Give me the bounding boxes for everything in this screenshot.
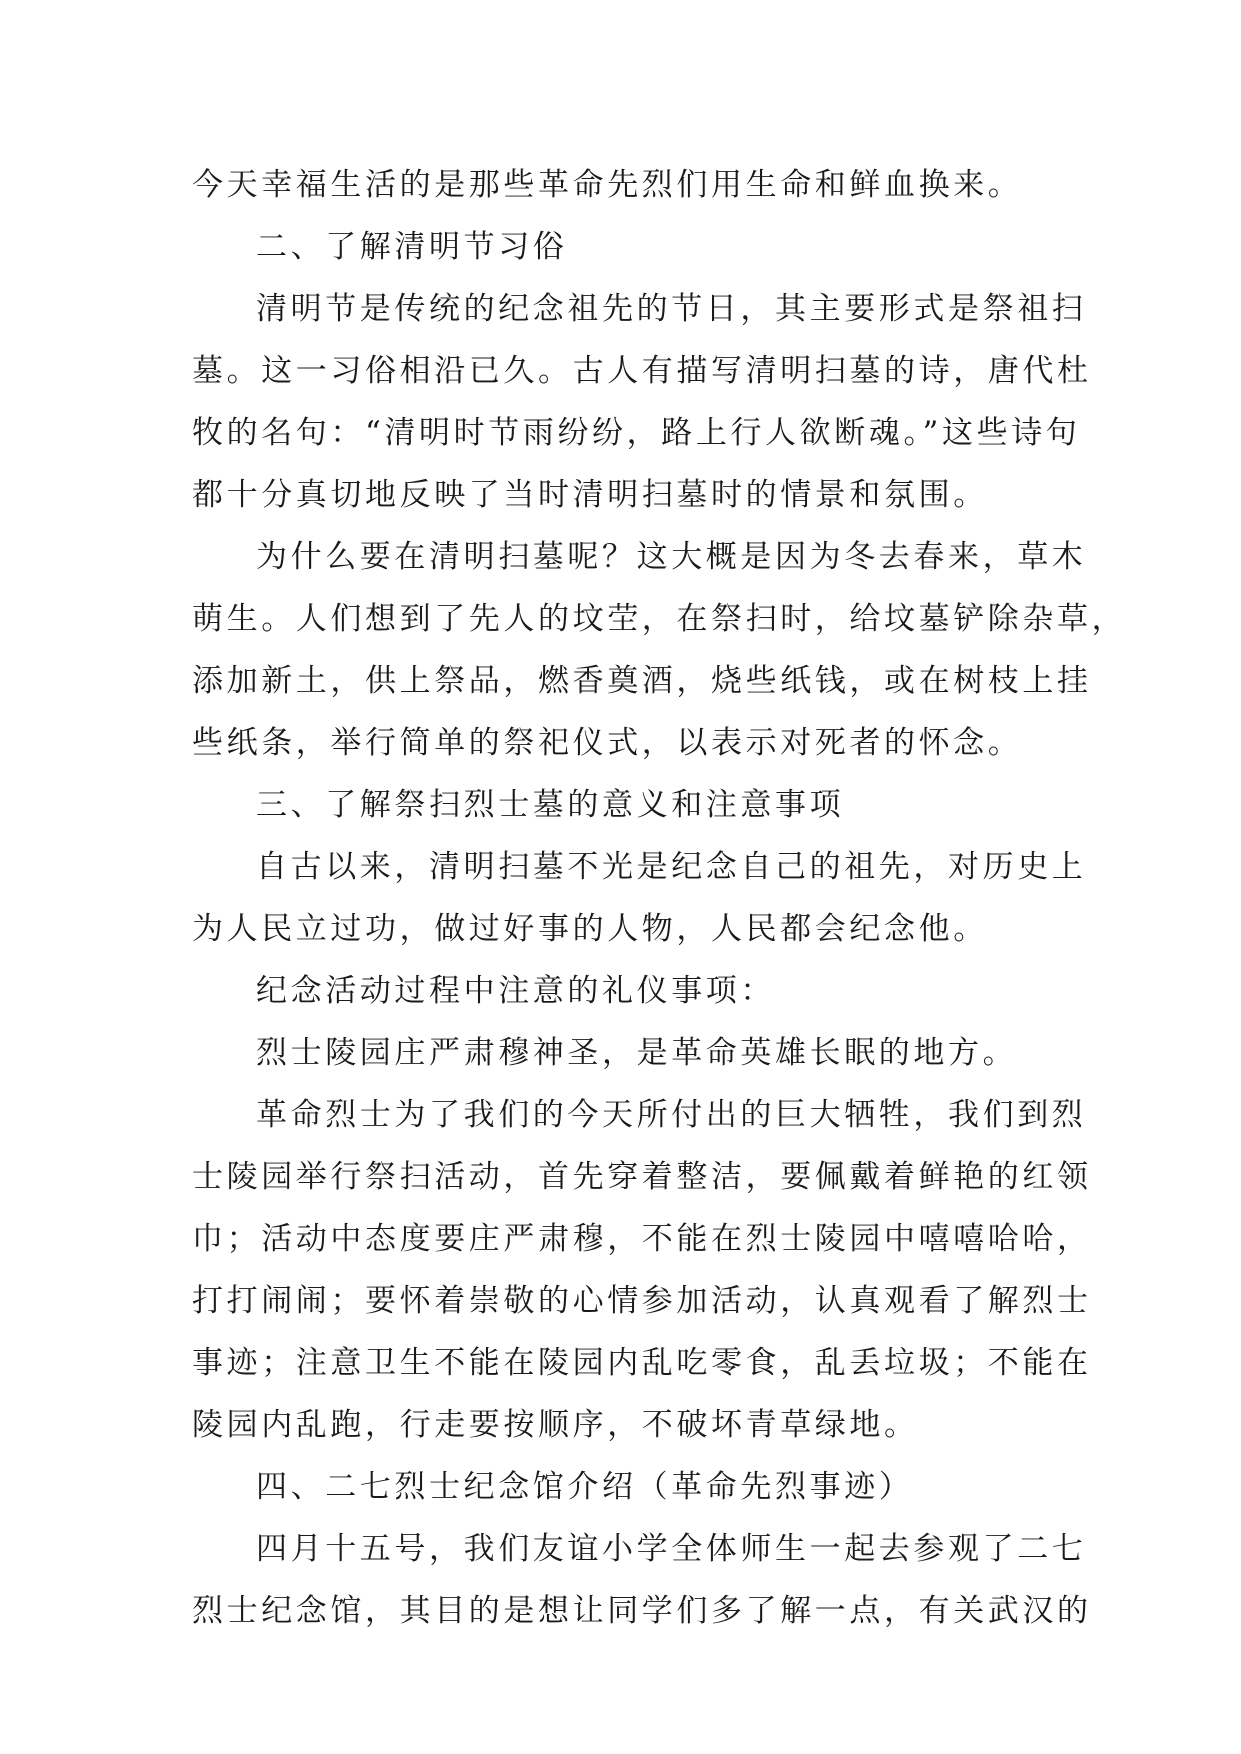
paragraph-line: 添加新土，供上祭品，燃香奠酒，烧些纸钱，或在树枝上挂	[192, 663, 1092, 699]
paragraph-line: 为什么要在清明扫墓呢？这大概是因为冬去春来，草木	[256, 539, 1087, 575]
paragraph-line: 今天幸福生活的是那些革命先烈们用生命和鲜血换来。	[192, 167, 1023, 203]
paragraph-line: 清明节是传统的纪念祖先的节日，其主要形式是祭祖扫	[256, 291, 1087, 327]
paragraph-line: 萌生。人们想到了先人的坟茔，在祭扫时，给坟墓铲除杂草，	[192, 601, 1127, 637]
section-heading: 三、了解祭扫烈士墓的意义和注意事项	[256, 787, 845, 823]
paragraph-line: 牧的名句：“清明时节雨纷纷，路上行人欲断魂。”这些诗句	[192, 415, 1081, 451]
paragraph-line: 为人民立过功，做过好事的人物，人民都会纪念他。	[192, 911, 988, 947]
paragraph-line: 事迹；注意卫生不能在陵园内乱吃零食，乱丢垃圾；不能在	[192, 1345, 1092, 1381]
paragraph-line: 都十分真切地反映了当时清明扫墓时的情景和氛围。	[192, 477, 988, 513]
paragraph-line: 纪念活动过程中注意的礼仪事项：	[256, 973, 775, 1009]
paragraph-line: 打打闹闹；要怀着崇敬的心情参加活动，认真观看了解烈士	[192, 1283, 1092, 1319]
paragraph-line: 巾；活动中态度要庄严肃穆，不能在烈士陵园中嘻嘻哈哈，	[192, 1221, 1092, 1257]
paragraph-line: 四月十五号，我们友谊小学全体师生一起去参观了二七	[256, 1531, 1087, 1567]
paragraph-line: 革命烈士为了我们的今天所付出的巨大牺牲，我们到烈	[256, 1097, 1087, 1133]
section-heading: 四、二七烈士纪念馆介绍（革命先烈事迹）	[256, 1469, 914, 1505]
paragraph-line: 烈士陵园庄严肃穆神圣，是革命英雄长眠的地方。	[256, 1035, 1018, 1071]
section-heading: 二、了解清明节习俗	[256, 229, 568, 265]
paragraph-line: 自古以来，清明扫墓不光是纪念自己的祖先，对历史上	[256, 849, 1087, 885]
document-body	[192, 154, 1127, 1642]
paragraph-line: 陵园内乱跑，行走要按顺序，不破坏青草绿地。	[192, 1407, 919, 1443]
paragraph-line: 些纸条，举行简单的祭祀仪式，以表示对死者的怀念。	[192, 725, 1023, 761]
paragraph-line: 烈士纪念馆，其目的是想让同学们多了解一点，有关武汉的	[192, 1593, 1092, 1629]
paragraph-line: 士陵园举行祭扫活动，首先穿着整洁，要佩戴着鲜艳的红领	[192, 1159, 1092, 1195]
paragraph-line: 墓。这一习俗相沿已久。古人有描写清明扫墓的诗，唐代杜	[192, 353, 1092, 389]
